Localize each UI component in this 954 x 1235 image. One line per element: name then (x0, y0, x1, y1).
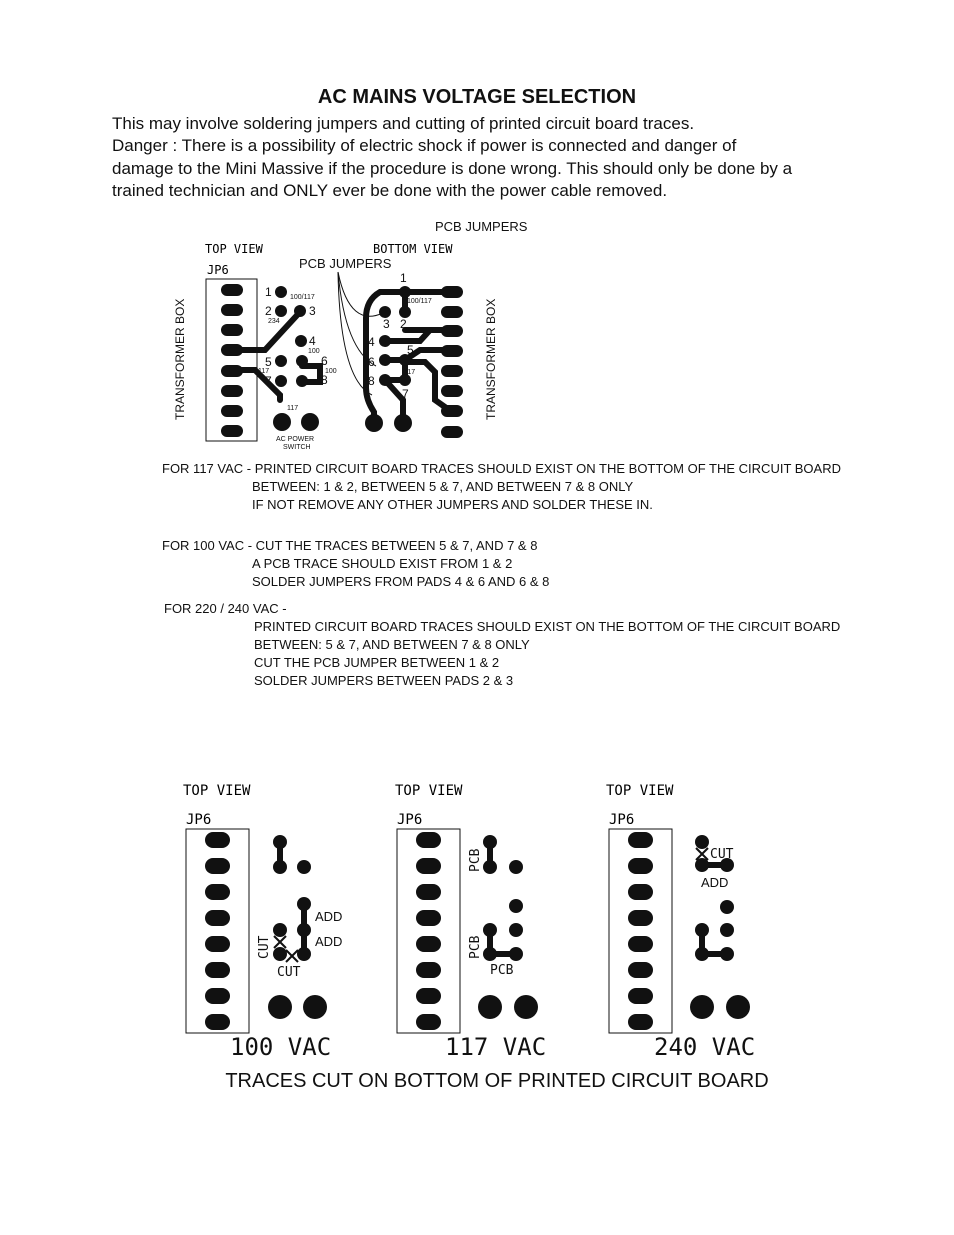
note-240-line-1: FOR 220 / 240 VAC - (164, 601, 287, 616)
switch-pad (301, 413, 319, 431)
intro-line-2: Danger : There is a possibility of electric shock if power is connected and danger of (112, 136, 737, 155)
cut-label: CUT (710, 847, 734, 862)
label-100: 100 (308, 348, 320, 355)
pin-6-label: 6 (321, 354, 328, 368)
pin-5-label: 5 (265, 355, 272, 369)
jp6-pads (221, 284, 243, 437)
pads (268, 835, 327, 1019)
switch-label: SWITCH (283, 444, 311, 451)
pad-1 (275, 286, 287, 298)
cut-label: CUT (277, 965, 301, 980)
cut-label: CUT (257, 935, 272, 959)
pcb-jumpers-label: PCB JUMPERS (299, 256, 392, 271)
voltage-label: 117 VAC (445, 1033, 547, 1061)
pin-7-label: 7 (265, 374, 272, 388)
pin-2-label: 2 (265, 304, 272, 318)
pads (478, 835, 538, 1019)
add-label: ADD (701, 875, 729, 890)
label-117: 117 (258, 368, 270, 375)
pin-3-label: 3 (309, 304, 316, 318)
bottom-pin-7-label: 7 (402, 387, 409, 401)
ac-power-label: AC POWER (276, 436, 315, 443)
jp6-pad (221, 324, 243, 336)
label-117-b: 117 (287, 405, 299, 412)
pad-5 (275, 355, 287, 367)
intro-line-3: damage to the Mini Massive if the procedure is done wrong. This should only be done by a (112, 159, 793, 178)
jp6-pad (221, 385, 243, 397)
switch-pad (273, 413, 291, 431)
pcb-label: PCB (490, 963, 514, 978)
bottom-pin-8-label: 8 (368, 374, 375, 388)
bottom-label-117: 117 (404, 369, 416, 376)
intro-line-4: trained technician and ONLY ever be done with the power cable removed. (112, 181, 668, 200)
transformer-box-right-label: TRANSFORMER BOX (484, 298, 498, 420)
note-240-line-4: CUT THE PCB JUMPER BETWEEN 1 & 2 (254, 655, 500, 670)
pcb-label: PCB (468, 848, 483, 872)
pcb-label: PCB (468, 935, 483, 959)
pad-6 (296, 355, 308, 367)
pad-4 (295, 335, 307, 347)
jp6-label: JP6 (397, 812, 423, 828)
bottom-pin-4-label: 4 (368, 335, 375, 349)
voltage-label: 240 VAC (654, 1033, 756, 1061)
bottom-pin-2-label: 2 (400, 317, 407, 331)
pad-7 (275, 375, 287, 387)
bottom-pin-5-label: 5 (407, 343, 414, 357)
note-117-line-1: FOR 117 VAC - PRINTED CIRCUIT BOARD TRACES SHOULD EXIST ON THE BOTTOM OF THE CIRCUIT BOARD (162, 461, 841, 476)
jp6-label: JP6 (186, 812, 212, 828)
top-view-label: TOP VIEW (183, 783, 251, 799)
panel-100vac (183, 783, 342, 1061)
pad-8 (296, 375, 308, 387)
label-100-117: 100/117 (290, 294, 315, 301)
note-100-line-2: A PCB TRACE SHOULD EXIST FROM 1 & 2 (252, 556, 513, 571)
note-117-line-3: IF NOT REMOVE ANY OTHER JUMPERS AND SOLDER THESE IN. (252, 497, 653, 512)
jp6-label: JP6 (609, 812, 635, 828)
bottom-label-100-117: 100/117 (407, 298, 432, 305)
jp6-pad (221, 304, 243, 316)
bottom-pin-3-label: 3 (383, 317, 390, 331)
pcb-jumpers-top-label: PCB JUMPERS (435, 219, 528, 234)
intro-line-1: This may involve soldering jumpers and cutting of printed circuit board traces. (112, 114, 695, 133)
bottom-pin-6-label: 6 (368, 355, 375, 369)
label-234: 234 (268, 318, 280, 325)
jp6-pads (628, 832, 653, 1030)
jp6-pad (221, 425, 243, 437)
note-240-line-5: SOLDER JUMPERS BETWEEN PADS 2 & 3 (254, 673, 514, 688)
panel-240vac (606, 783, 755, 1061)
voltage-label: 100 VAC (230, 1033, 332, 1061)
caption: TRACES CUT ON BOTTOM OF PRINTED CIRCUIT BOARD (225, 1070, 769, 1092)
jp6-pad (221, 284, 243, 296)
pad-3 (294, 305, 306, 317)
add-label: ADD (315, 934, 343, 949)
transformer-box-left-label: TRANSFORMER BOX (173, 298, 187, 420)
page-title: AC MAINS VOLTAGE SELECTION (317, 86, 637, 108)
top-view-traces (232, 312, 320, 400)
jumpers (490, 842, 516, 954)
note-100-line-3: SOLDER JUMPERS FROM PADS 4 & 6 AND 6 & 8 (252, 574, 550, 589)
panel-117vac (395, 783, 546, 1061)
label-100-b: 100 (325, 368, 337, 375)
top-view-label: TOP VIEW (606, 783, 674, 799)
top-view-label: TOP VIEW (205, 242, 263, 256)
bottom-view-label: BOTTOM VIEW (373, 242, 453, 256)
voltage-config-panels (0, 770, 954, 1070)
note-117-line-2: BETWEEN: 1 & 2, BETWEEN 5 & 7, AND BETWEEN 7 & 8 ONLY (252, 479, 634, 494)
pin-8-label: 8 (321, 373, 328, 387)
note-240-line-2: PRINTED CIRCUIT BOARD TRACES SHOULD EXIST ON THE BOTTOM OF THE CIRCUIT BOARD (254, 619, 841, 634)
bottom-pin-1-label: 1 (400, 271, 407, 285)
top-view-label: TOP VIEW (395, 783, 463, 799)
jp6-pads (205, 832, 230, 1030)
note-100-line-1: FOR 100 VAC - CUT THE TRACES BETWEEN 5 & 7, AND 7 & 8 (162, 538, 538, 553)
pin-4-label: 4 (309, 334, 316, 348)
jp6-pads (416, 832, 441, 1030)
pin-1-label: 1 (265, 285, 272, 299)
pad-2 (275, 305, 287, 317)
note-240-line-3: BETWEEN: 5 & 7, AND BETWEEN 7 & 8 ONLY (254, 637, 530, 652)
jp6-pad (221, 405, 243, 417)
add-label: ADD (315, 909, 343, 924)
jp6-label: JP6 (207, 263, 229, 277)
